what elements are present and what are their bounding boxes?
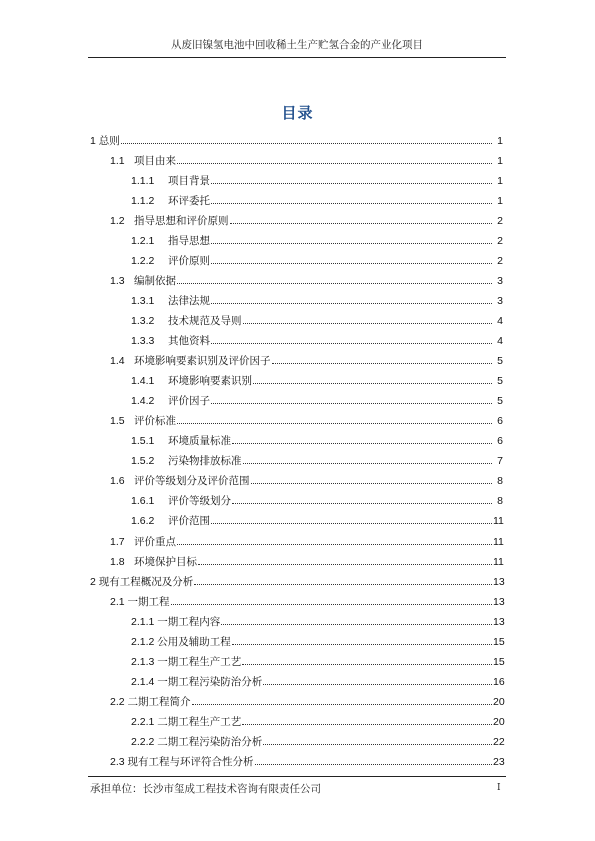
toc-entry-page: 23 bbox=[493, 756, 505, 769]
toc-entry-page: 4 bbox=[497, 314, 503, 327]
toc-entry-label: 评价重点 bbox=[134, 535, 176, 548]
toc-entry[interactable] bbox=[0, 752, 503, 772]
toc-entry-number: 1.4 bbox=[110, 355, 125, 368]
toc-entry-number: 1.6 bbox=[110, 475, 125, 488]
toc-entry-label: 2.1.2 公用及辅助工程 bbox=[131, 635, 231, 648]
toc-entry[interactable] bbox=[0, 631, 503, 651]
toc-entry-page: 5 bbox=[497, 375, 503, 388]
toc-dot-leader bbox=[221, 623, 492, 625]
toc-dot-leader bbox=[211, 242, 492, 244]
toc-entry[interactable] bbox=[0, 611, 503, 631]
toc-entry[interactable] bbox=[0, 431, 503, 451]
toc-dot-leader bbox=[263, 683, 492, 685]
toc-entry-label: 评价等级划分 bbox=[168, 495, 231, 508]
toc-dot-leader bbox=[211, 302, 492, 304]
toc-dot-leader bbox=[232, 643, 492, 645]
toc-entry-label: 2.1 一期工程 bbox=[110, 595, 170, 608]
toc-entry-number: 1.4.1 bbox=[131, 375, 155, 388]
toc-entry[interactable] bbox=[0, 571, 503, 591]
toc-entry-number: 1.5.2 bbox=[131, 455, 155, 468]
footer-organization: 承担单位：长沙市玺成工程技术咨询有限责任公司 bbox=[90, 783, 321, 795]
toc-entry-number: 1.1 bbox=[110, 154, 125, 167]
toc-entry[interactable] bbox=[0, 230, 503, 250]
toc-entry-page: 4 bbox=[497, 335, 503, 347]
footer-rule bbox=[88, 776, 506, 777]
toc-entry-page: 6 bbox=[497, 415, 503, 428]
toc-entry-label: 评价标准 bbox=[134, 415, 176, 428]
toc-dot-leader bbox=[211, 402, 492, 404]
toc-entry-page: 1 bbox=[497, 134, 503, 147]
toc-dot-leader bbox=[177, 282, 492, 284]
toc-entry-label: 评价原则 bbox=[168, 254, 210, 267]
toc-entry-page: 5 bbox=[497, 395, 503, 408]
toc-entry-page: 1 bbox=[497, 194, 503, 207]
toc-entry-page: 1 bbox=[497, 174, 503, 187]
toc-entry[interactable] bbox=[0, 170, 503, 190]
toc-entry-page: 11 bbox=[493, 535, 504, 548]
toc-entry-page: 13 bbox=[493, 575, 505, 588]
toc-dot-leader bbox=[232, 502, 492, 504]
toc-entry[interactable] bbox=[0, 471, 503, 491]
toc-entry-label: 其他资料 bbox=[168, 335, 210, 347]
toc-entry-label: 项目由来 bbox=[134, 154, 176, 167]
toc-dot-leader bbox=[211, 522, 492, 524]
toc-entry-label: 指导思想 bbox=[168, 234, 210, 247]
toc-entry[interactable] bbox=[0, 451, 503, 471]
toc-entry-label: 技术规范及导则 bbox=[168, 314, 242, 327]
toc-entry-label: 项目背景 bbox=[168, 174, 210, 187]
toc-dot-leader bbox=[211, 202, 492, 204]
toc-entry-page: 20 bbox=[493, 695, 505, 708]
toc-entry[interactable] bbox=[0, 491, 503, 511]
toc-entry-number: 1.2.2 bbox=[131, 254, 155, 267]
toc-dot-leader bbox=[272, 362, 493, 364]
toc-entry[interactable] bbox=[0, 310, 503, 330]
toc-entry-page: 20 bbox=[493, 715, 505, 728]
toc-entry[interactable] bbox=[0, 732, 503, 752]
toc-entry[interactable] bbox=[0, 411, 503, 431]
toc-entry-label: 环境影响要素识别及评价因子 bbox=[134, 355, 271, 368]
toc-entry-page: 13 bbox=[493, 595, 505, 608]
toc-entry[interactable] bbox=[0, 331, 503, 351]
toc-entry-page: 6 bbox=[497, 435, 503, 448]
toc-entry-label: 2.2.2 二期工程污染防治分析 bbox=[131, 736, 263, 748]
toc-entry-number: 1.3 bbox=[110, 274, 125, 287]
toc-entry-label: 2.1.1 一期工程内容 bbox=[131, 615, 221, 628]
toc-entry-number: 1.7 bbox=[110, 535, 125, 548]
toc-entry[interactable] bbox=[0, 671, 503, 691]
toc-entry-number: 1.5.1 bbox=[131, 435, 155, 448]
toc-dot-leader bbox=[177, 543, 492, 545]
toc-entry-number: 1.2 bbox=[110, 214, 125, 227]
toc-entry-number: 1.4.2 bbox=[131, 395, 155, 408]
toc-entry-label: 评价因子 bbox=[168, 395, 210, 408]
toc-entry[interactable] bbox=[0, 130, 503, 150]
toc-dot-leader bbox=[171, 603, 492, 605]
toc-entry[interactable] bbox=[0, 351, 503, 371]
toc-entry[interactable] bbox=[0, 551, 503, 571]
toc-entry-page: 3 bbox=[497, 274, 503, 287]
toc-dot-leader bbox=[242, 723, 492, 725]
toc-entry-label: 环评委托 bbox=[168, 194, 210, 207]
toc-entry-number: 1.6.2 bbox=[131, 515, 155, 528]
toc-entry-page: 8 bbox=[497, 475, 503, 488]
toc-entry-label: 2.2 二期工程简介 bbox=[110, 695, 191, 708]
toc-dot-leader bbox=[177, 162, 492, 164]
toc-entry-number: 1.1.1 bbox=[131, 174, 155, 187]
toc-entry-label: 2.1.3 一期工程生产工艺 bbox=[131, 655, 242, 668]
toc-entry[interactable] bbox=[0, 651, 503, 671]
toc-entry-page: 3 bbox=[497, 294, 503, 307]
toc-entry-label: 污染物排放标准 bbox=[168, 455, 242, 468]
toc-entry-page: 1 bbox=[497, 154, 503, 167]
toc-entry-number: 1.6.1 bbox=[131, 495, 155, 508]
toc-dot-leader bbox=[177, 422, 492, 424]
toc-entry[interactable] bbox=[0, 511, 503, 531]
toc-entry-page: 15 bbox=[493, 635, 505, 648]
toc-entry-label: 环境质量标准 bbox=[168, 435, 231, 448]
toc-entry-page: 7 bbox=[497, 455, 503, 468]
toc-dot-leader bbox=[198, 563, 492, 565]
toc-dot-leader bbox=[251, 482, 493, 484]
toc-dot-leader bbox=[121, 142, 492, 144]
toc-dot-leader bbox=[192, 703, 492, 705]
running-header: 从废旧镍氢电池中回收稀土生产贮氢合金的产业化项目 bbox=[171, 39, 423, 51]
toc-entry[interactable] bbox=[0, 371, 503, 391]
toc-entry-number: 1.1.2 bbox=[131, 194, 155, 207]
toc-entry-label: 环境影响要素识别 bbox=[168, 375, 252, 388]
toc-dot-leader bbox=[243, 322, 493, 324]
toc-entry-label: 法律法规 bbox=[168, 294, 210, 307]
toc-entry-label: 2.2.1 二期工程生产工艺 bbox=[131, 715, 242, 728]
toc-entry-page: 11 bbox=[493, 555, 504, 568]
toc-entry[interactable] bbox=[0, 210, 503, 230]
toc-dot-leader bbox=[242, 663, 492, 665]
toc-dot-leader bbox=[263, 743, 492, 745]
toc-entry-page: 11 bbox=[493, 515, 504, 528]
toc-entry-label: 2.1.4 一期工程污染防治分析 bbox=[131, 675, 263, 688]
toc-entry[interactable] bbox=[0, 250, 503, 270]
header-rule bbox=[88, 57, 506, 58]
toc-entry[interactable] bbox=[0, 150, 503, 170]
toc-entry-number: 1.8 bbox=[110, 555, 125, 568]
toc-entry-label: 2 现有工程概况及分析 bbox=[90, 575, 194, 588]
toc-entry[interactable] bbox=[0, 270, 503, 290]
toc-entry-number: 1.2.1 bbox=[131, 234, 155, 247]
footer-page-number: I bbox=[497, 783, 501, 793]
toc-entry[interactable] bbox=[0, 290, 503, 310]
toc-entry-page: 13 bbox=[493, 615, 505, 628]
toc-dot-leader bbox=[211, 262, 492, 264]
toc-entry-page: 22 bbox=[493, 736, 505, 748]
toc-entry-page: 2 bbox=[497, 254, 503, 267]
toc-entry[interactable] bbox=[0, 391, 503, 411]
toc-entry-label: 编制依据 bbox=[134, 274, 176, 287]
toc-entry-number: 1.3.3 bbox=[131, 335, 155, 347]
toc-dot-leader bbox=[211, 182, 492, 184]
toc-dot-leader bbox=[211, 342, 492, 344]
toc-entry-label: 环境保护目标 bbox=[134, 555, 197, 568]
toc-entry-label: 2.3 现有工程与环评符合性分析 bbox=[110, 756, 254, 769]
toc-entry-page: 2 bbox=[497, 214, 503, 227]
toc-title: 目录 bbox=[281, 104, 314, 122]
toc-dot-leader bbox=[230, 222, 493, 224]
toc-entry-page: 15 bbox=[493, 655, 505, 668]
toc-entry-page: 8 bbox=[497, 495, 503, 508]
toc-entry-page: 2 bbox=[497, 234, 503, 247]
toc-entry-number: 1.3.2 bbox=[131, 314, 155, 327]
toc-entry-label: 评价范围 bbox=[168, 515, 210, 528]
toc-entry[interactable] bbox=[0, 711, 503, 731]
toc-entry-label: 指导思想和评价原则 bbox=[134, 214, 229, 227]
toc-entry[interactable] bbox=[0, 591, 503, 611]
toc-entry[interactable] bbox=[0, 531, 503, 551]
toc-dot-leader bbox=[243, 462, 493, 464]
toc-entry-page: 5 bbox=[497, 355, 503, 368]
toc-entry-label: 1 总则 bbox=[90, 134, 120, 147]
toc-dot-leader bbox=[194, 583, 492, 585]
toc-dot-leader bbox=[253, 382, 492, 384]
toc-entry[interactable] bbox=[0, 190, 503, 210]
toc-entry-label: 评价等级划分及评价范围 bbox=[134, 475, 250, 488]
toc-entry-page: 16 bbox=[493, 675, 505, 688]
toc-entry-number: 1.3.1 bbox=[131, 294, 155, 307]
toc-dot-leader bbox=[255, 763, 492, 765]
toc-entry[interactable] bbox=[0, 691, 503, 711]
toc-entry-number: 1.5 bbox=[110, 415, 125, 428]
toc-dot-leader bbox=[232, 442, 492, 444]
